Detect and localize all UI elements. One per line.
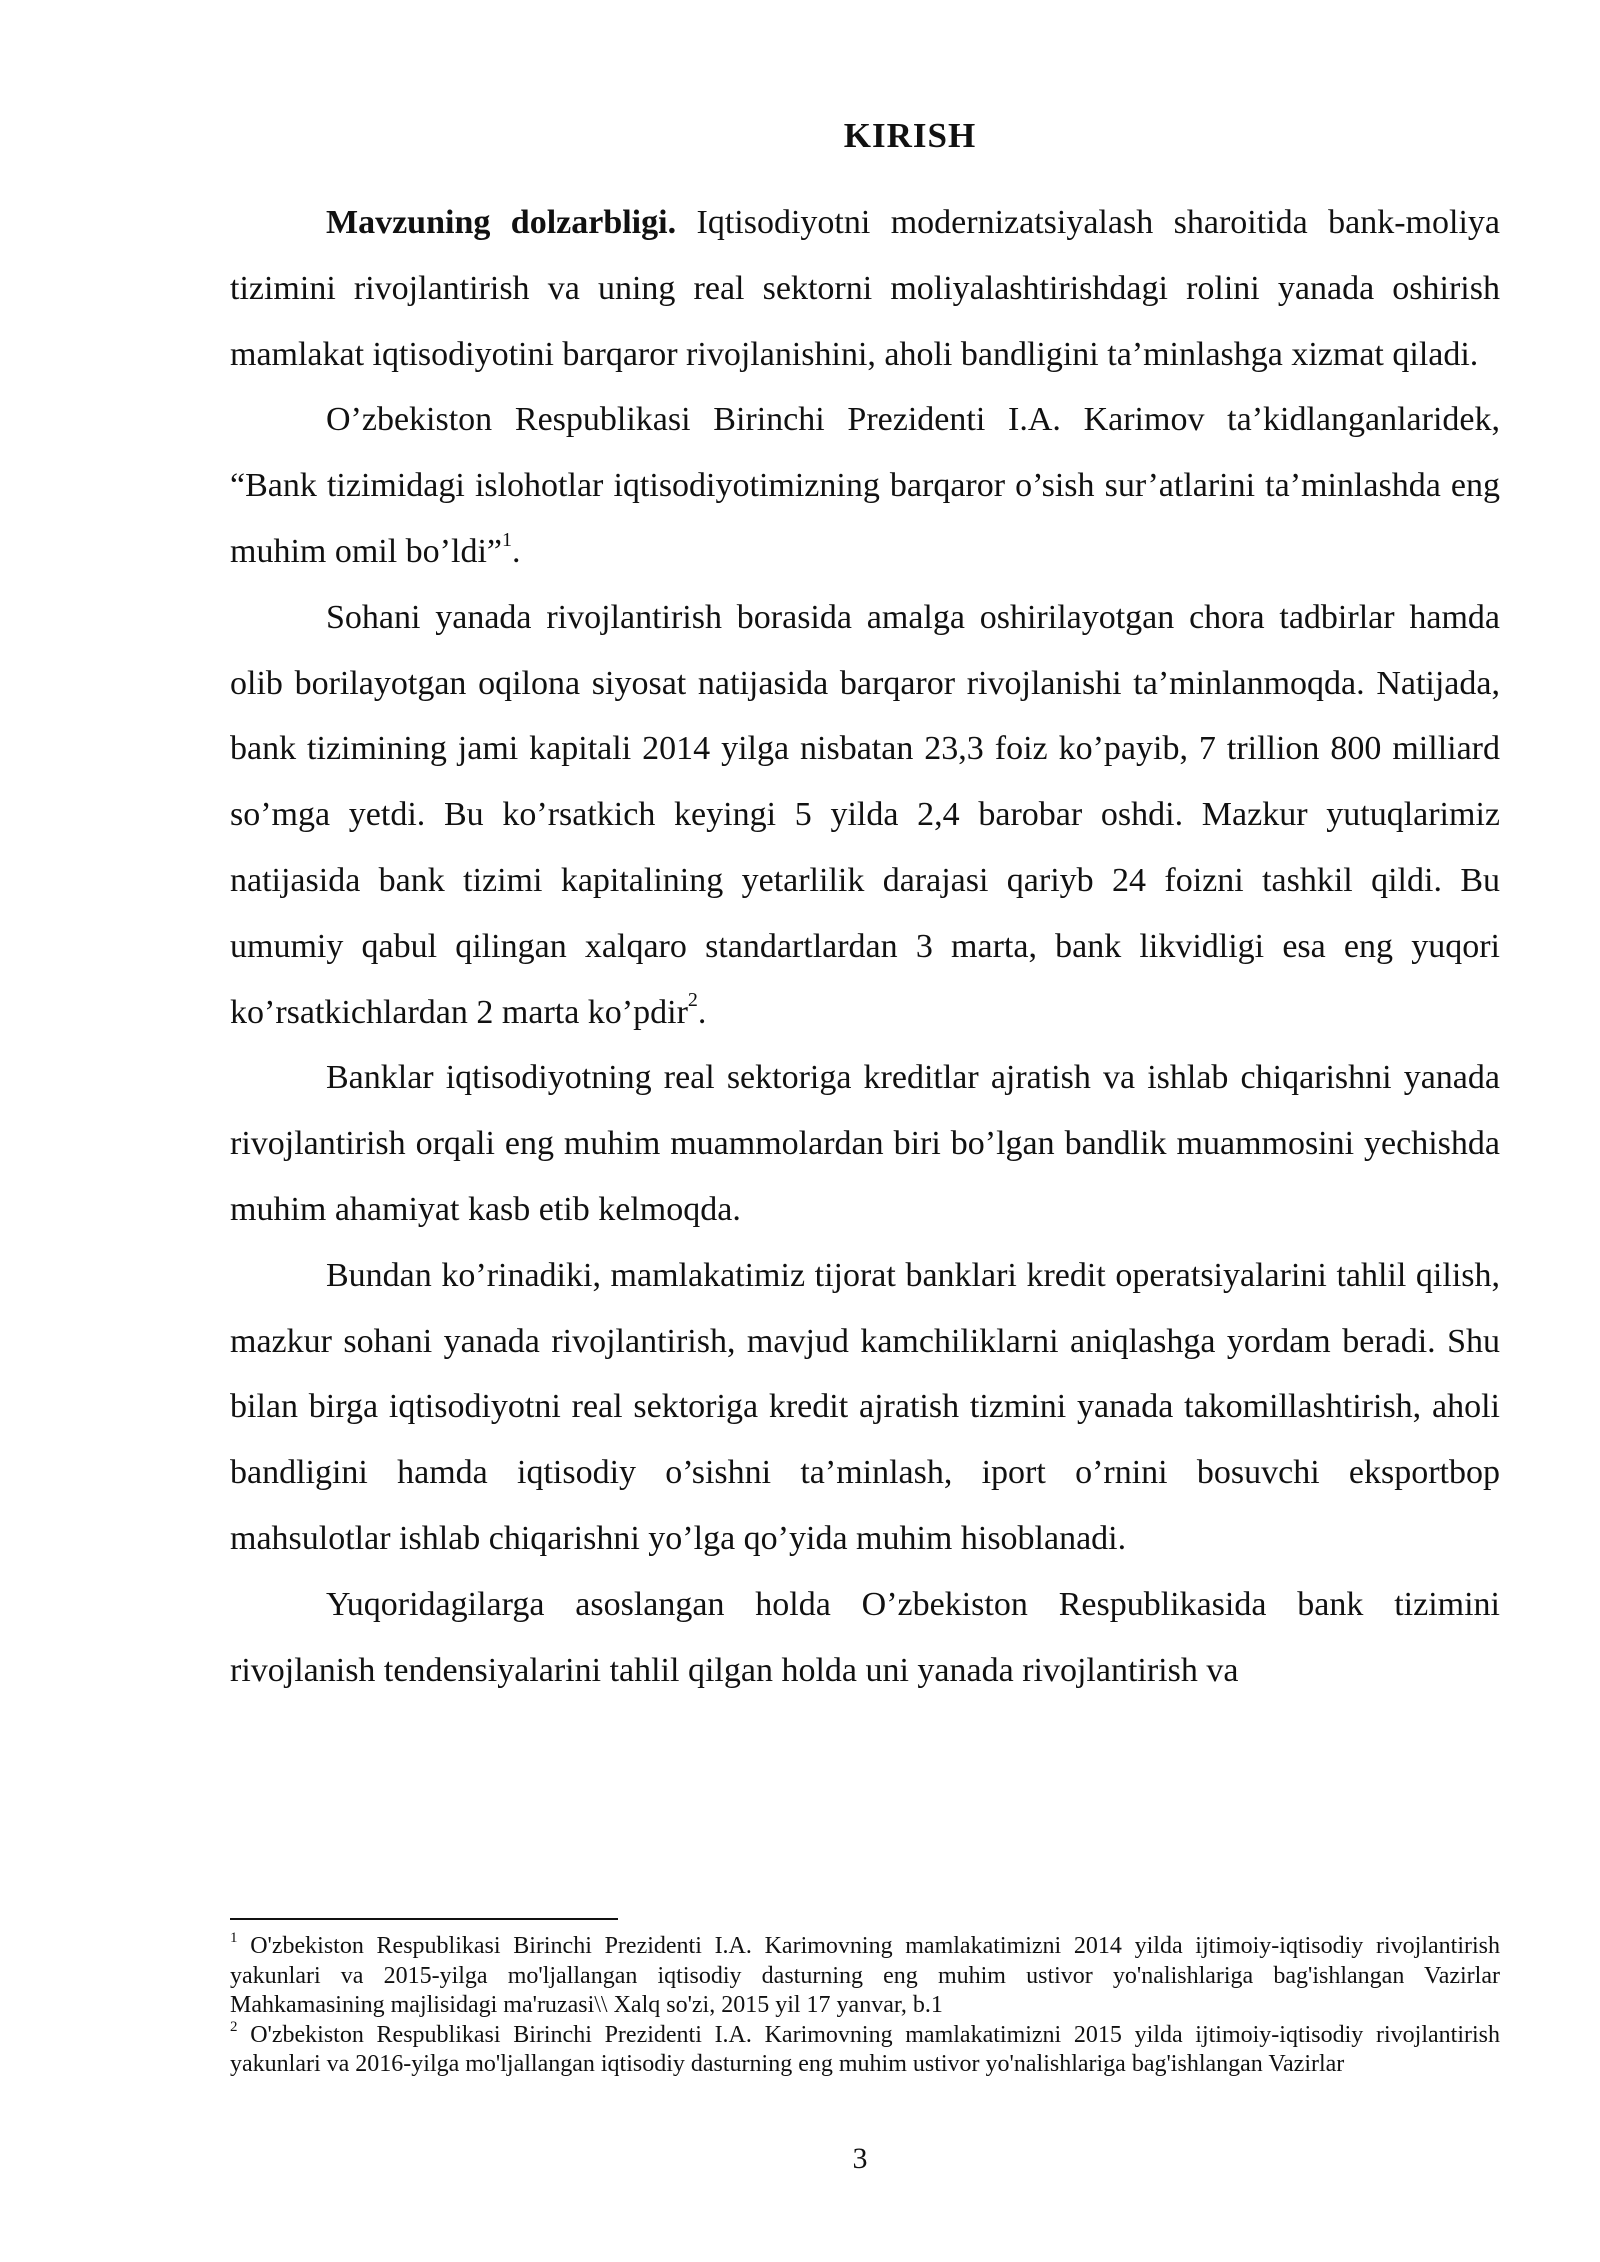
footnote-reference[interactable]: 2 (687, 989, 698, 1012)
paragraph-lead: Mavzuning dolzarbligi. (326, 204, 677, 241)
section-heading: KIRISH (843, 116, 977, 155)
footnote-text: O'zbekiston Respublikasi Birinchi Prezidenti I.A. Karimovning mamlakatimizni 2015 yilda ijtimoiy-iqtisodiy rivojlantirish yakunlari va 2016-yilga mo'ljallangan iqtisodiy dasturning eng muhim ustivor yo'nalishlariga bag'ishlangan Vazirlar (230, 2021, 1500, 2078)
paragraph-conclusion (230, 1572, 1500, 1704)
paragraph-text: Sohani yanada rivojlantirish borasida amalga oshirilayotgan chora tadbirlar hamda olib borilayotgan oqilona siyosat natijasida barqaror rivojlanishi ta’minlanmoqda. Natijada, bank tizimining jami kapitali 2014 yilga nisbatan 23,3 foiz ko’payib, 7 trillion 800 milliard so’mga yetdi. Bu ko’rsatkich keyingi 5 yilda 2,4 barobar oshdi. Mazkur yutuqlarimiz natijasida bank tizimi kapitalining yetarlilik darajasi qariyb 24 foizni tashkil qildi. Bu umumiy qabul qilingan xalqaro standartlardan 3 marta, bank likvidligi esa eng yuqori ko’rsatkichlardan 2 marta ko’pdir (230, 598, 1500, 1031)
paragraph-text: O’zbekiston Respublikasi Birinchi Prezidenti I.A. Karimov ta’kidlanganlaridek, “Bank tizimidagi islohotlar iqtisodiyotimizning barqaror o’sish sur’atlarini ta’minlashda eng muhim omil bo’ldi” (230, 401, 1500, 570)
footnote-reference[interactable]: 1 (501, 528, 512, 551)
footnotes (230, 1932, 1500, 2080)
paragraph-text: Yuqoridagilarga asoslangan holda O’zbekiston Respublikasida bank tizimini rivojlanish tendensiyalarini tahlil qilgan holda uni yanada rivojlantirish va (230, 1585, 1500, 1689)
paragraph-punctuation: . (511, 532, 521, 570)
page-number: 3 (852, 2142, 868, 2175)
paragraph-text: Banklar iqtisodiyotning real sektoriga kreditlar ajratish va ishlab chiqarishni yanada rivojlantirish orqali eng muhim muammolardan biri bo’lgan bandlik muammosini yechishda muhim ahamiyat kasb etib kelmoqda. (230, 1059, 1500, 1228)
paragraph-punctuation: . (697, 993, 707, 1031)
paragraph-relevance (230, 190, 1500, 387)
paragraph-banks-real-sector (230, 1045, 1500, 1242)
body-text (230, 190, 1500, 1703)
paragraph-president-quote (230, 387, 1500, 584)
footnote-separator (230, 1918, 618, 1920)
paragraph-text: Bundan ko’rinadiki, mamlakatimiz tijorat banklari kredit operatsiyalarini tahlil qilish, mazkur sohani yanada rivojlantirish, mavjud kamchiliklarni aniqlashga yordam beradi. Shu bilan birga iqtisodiyotni real sektoriga kredit ajratish tizmini yanada takomillashtirish, aholi bandligini hamda iqtisodiy o’sishni ta’minlash, iport o’rnini bosuvchi eksportbop mahsulotlar ishlab chiqarishni yo’lga qo’yida muhim hisoblanadi. (230, 1256, 1500, 1557)
footnote-2 (230, 2018, 1500, 2080)
paragraph-capital-growth (230, 585, 1500, 1046)
paragraph-text: Iqtisodiyotni modernizatsiyalash sharoitida bank-moliya tizimini rivojlantirish va uning real sektorni moliyalashtirishdagi rolini yanada oshirish mamlakat iqtisodiyotini barqaror rivojlanishini, aholi bandligini ta’minlashga xizmat qiladi. (230, 204, 1500, 373)
paragraph-credit-analysis (230, 1243, 1500, 1572)
footnote-mark: 2 (230, 2018, 238, 2035)
footnote-mark: 1 (230, 1930, 238, 1946)
footnote-text: O'zbekiston Respublikasi Birinchi Prezidenti I.A. Karimovning mamlakatimizni 2014 yilda ijtimoiy-iqtisodiy rivojlantirish yakunlari va 2015-yilga mo'ljallangan iqtisodiy dasturning eng muhim ustivor yo'nalishlariga bag'ishlangan Vazirlar Mahkamasining majlisidagi ma'ruzasi\\ Xalq so'zi, 2015 yil 17 yanvar, b.1 (230, 1933, 1500, 2019)
footnote-1 (230, 1932, 1500, 2021)
